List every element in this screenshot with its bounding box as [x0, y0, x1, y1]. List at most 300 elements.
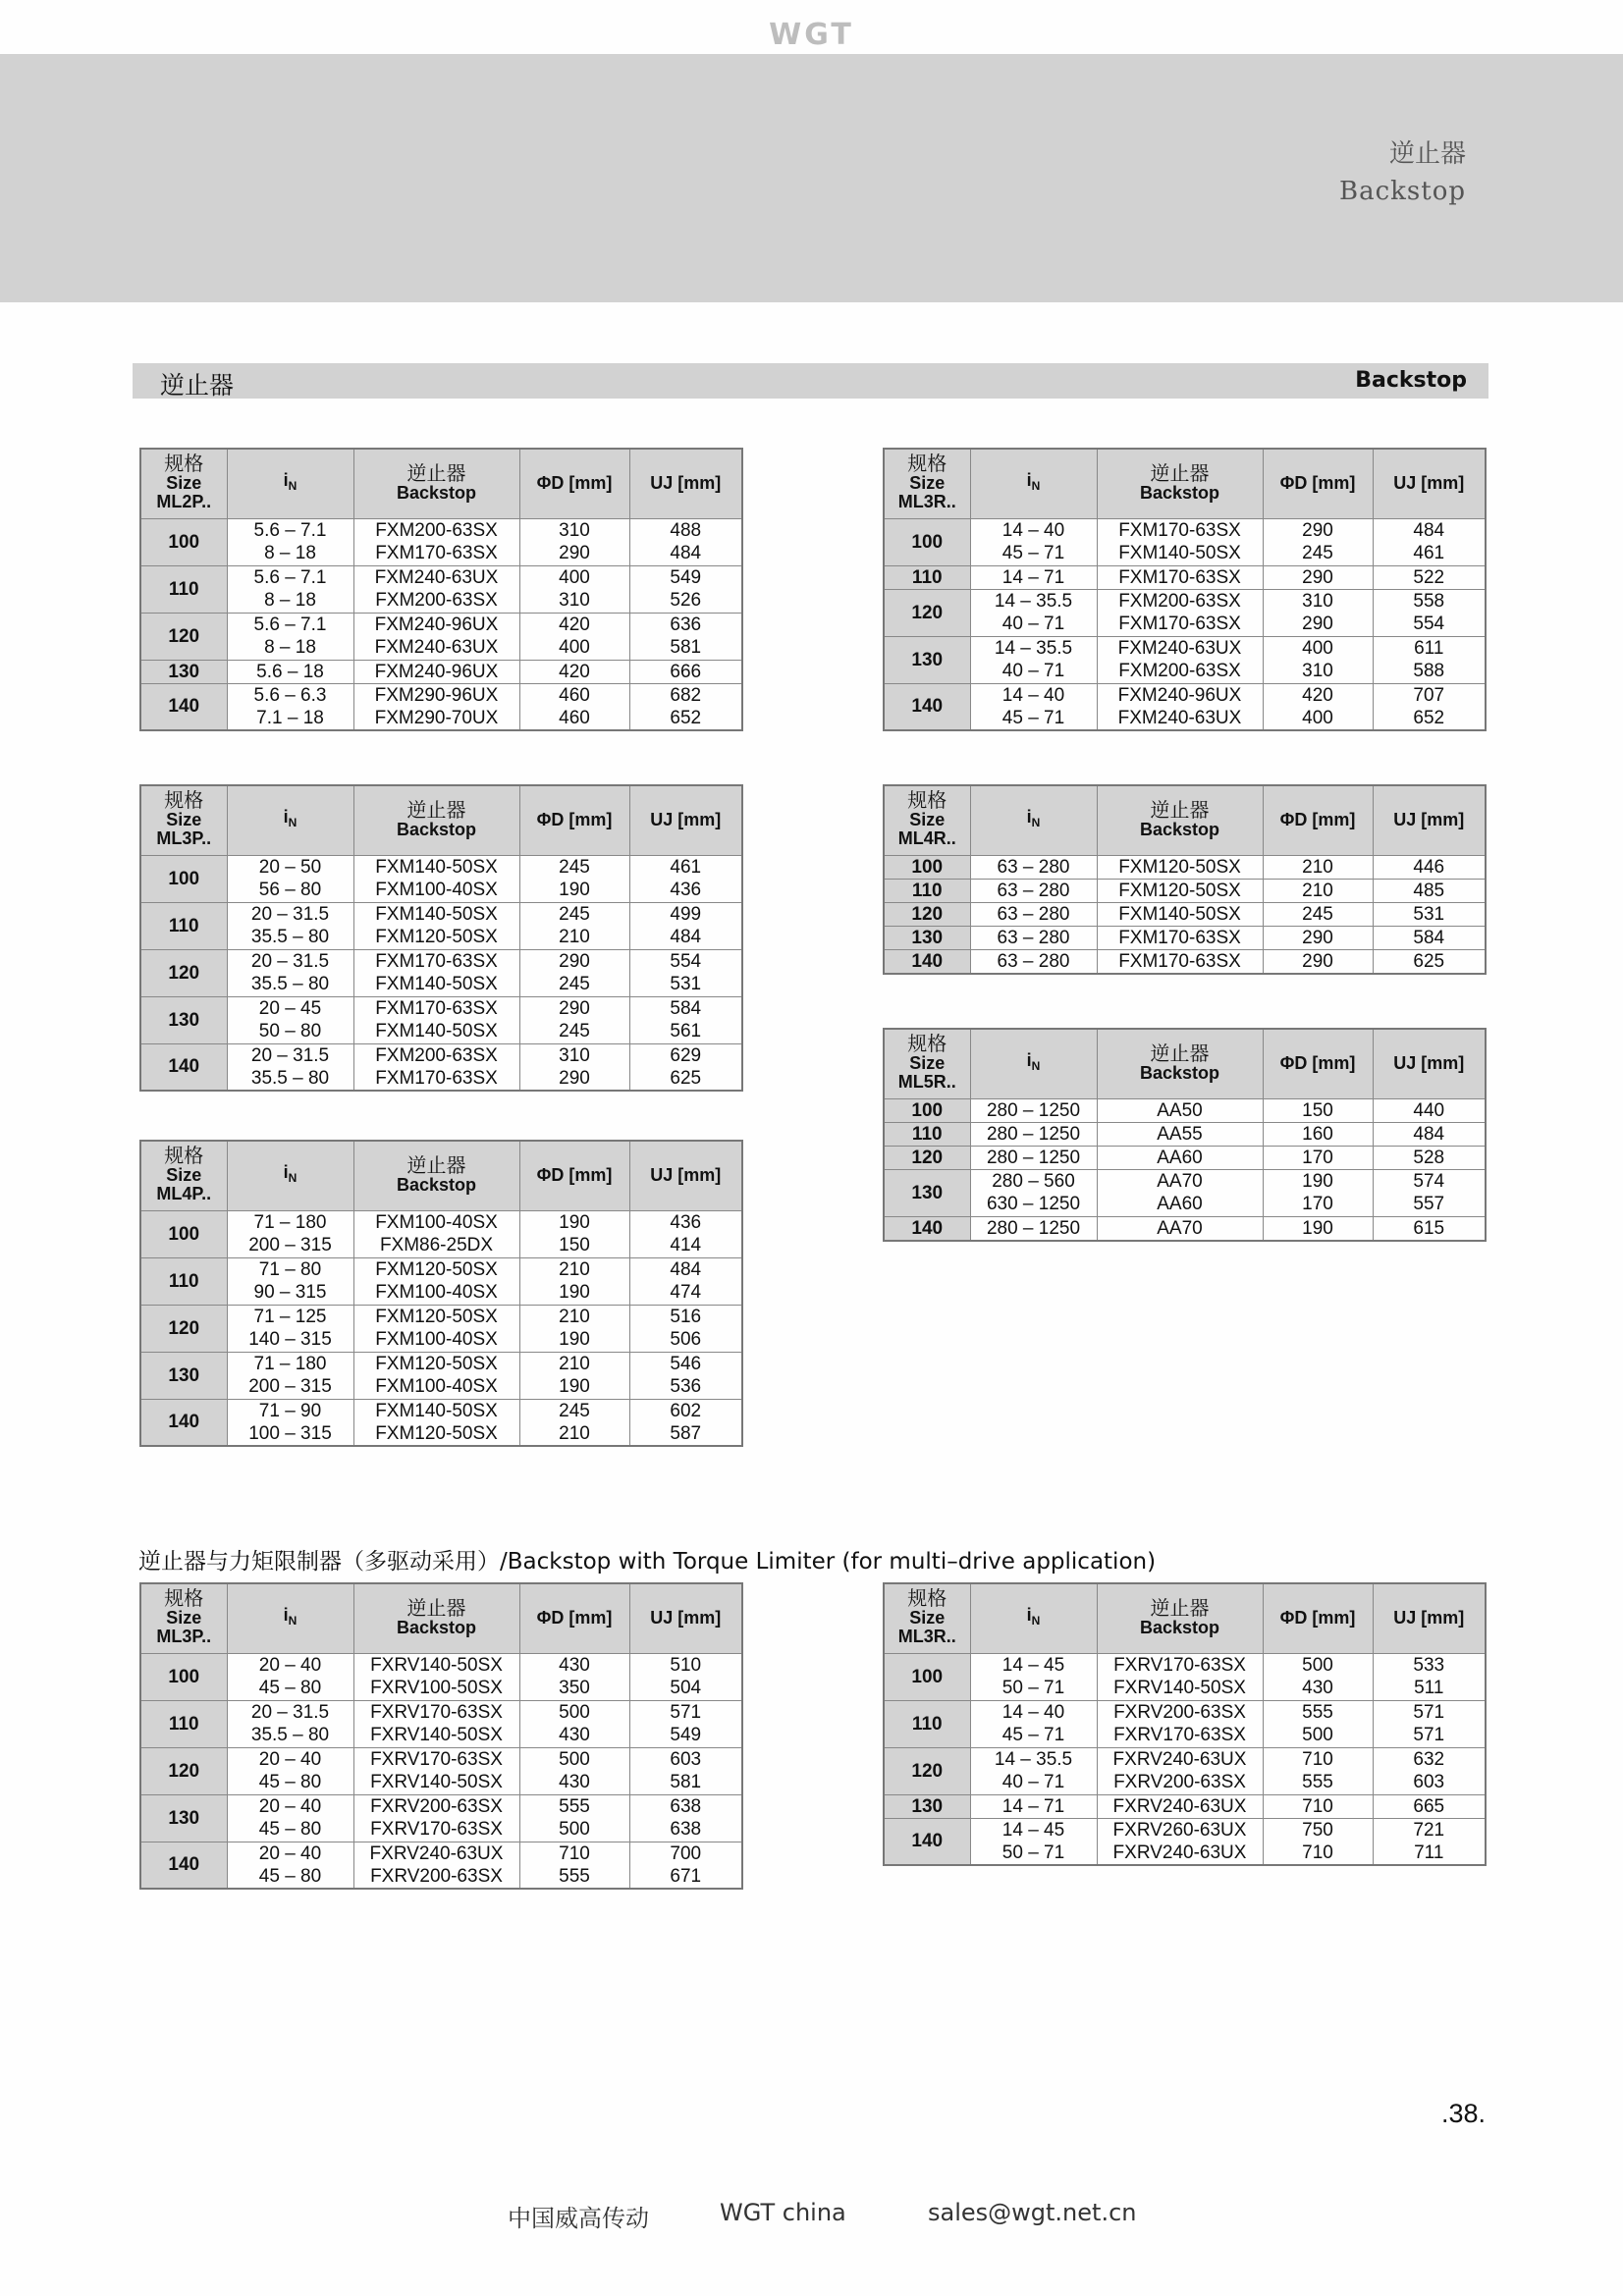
header-ratio-sub: N	[1031, 816, 1041, 830]
diameter-cell: 710	[1263, 1747, 1373, 1771]
header-ratio	[970, 449, 1097, 518]
size-cell: 100	[884, 1653, 970, 1700]
diameter-cell: 190	[519, 1210, 629, 1234]
header-ratio-i: i	[1026, 470, 1032, 491]
section-title-en: Backstop	[1355, 368, 1467, 393]
diameter-cell: 430	[519, 1653, 629, 1677]
header-size	[884, 1029, 970, 1098]
diameter-cell: 290	[519, 1067, 629, 1091]
uj-cell: 485	[1373, 879, 1486, 902]
header-backstop-zh: 逆止器	[406, 1597, 466, 1620]
uj-cell: 666	[629, 660, 742, 683]
uj-cell: 446	[1373, 855, 1486, 879]
backstop-cell: FXM120-50SX	[1097, 879, 1263, 902]
header-uj: UJ [mm]	[629, 785, 742, 855]
table-row	[140, 1399, 742, 1422]
size-cell: 100	[884, 1098, 970, 1122]
ratio-cell: 90 – 315	[227, 1281, 353, 1305]
diameter-cell: 555	[519, 1794, 629, 1818]
ratio-cell: 200 – 315	[227, 1234, 353, 1257]
size-cell: 100	[140, 1210, 227, 1257]
ratio-cell: 56 – 80	[227, 879, 353, 902]
header-size-zh: 规格	[907, 790, 947, 813]
uj-cell: 571	[629, 1700, 742, 1724]
ratio-cell: 14 – 35.5	[970, 589, 1097, 613]
uj-cell: 554	[629, 949, 742, 973]
backstop-cell: FXRV140-50SX	[353, 1771, 519, 1794]
backstop-cell: FXRV240-63UX	[1097, 1747, 1263, 1771]
header-row	[884, 785, 1486, 855]
ratio-cell: 280 – 560	[970, 1169, 1097, 1193]
uj-cell: 499	[629, 902, 742, 926]
table-row	[140, 1305, 742, 1328]
header-ratio	[227, 1141, 353, 1210]
uj-cell: 504	[629, 1677, 742, 1700]
table-row	[884, 565, 1486, 589]
table-ml5r	[883, 1028, 1487, 1242]
uj-cell: 436	[629, 879, 742, 902]
header-backstop-zh: 逆止器	[406, 462, 466, 485]
table-row	[884, 879, 1486, 902]
size-cell: 130	[140, 1794, 227, 1842]
table-row	[140, 1865, 742, 1889]
table-row	[140, 518, 742, 542]
header-size-zh: 规格	[164, 1146, 204, 1168]
header-ratio-sub: N	[1031, 1614, 1041, 1629]
size-cell: 140	[884, 1216, 970, 1241]
uj-cell: 632	[1373, 1747, 1486, 1771]
header-ratio	[970, 785, 1097, 855]
table-row	[884, 683, 1486, 707]
diameter-cell: 245	[519, 902, 629, 926]
header-series: ML3P..	[156, 1627, 212, 1647]
uj-cell: 554	[1373, 613, 1486, 636]
size-cell: 120	[884, 1747, 970, 1794]
uj-cell: 571	[1373, 1700, 1486, 1724]
backstop-cell: FXM120-50SX	[353, 1257, 519, 1281]
header-diameter: ΦD [mm]	[1263, 785, 1373, 855]
header-series: ML5R..	[897, 1072, 956, 1093]
diameter-cell: 400	[519, 565, 629, 589]
size-cell: 100	[140, 855, 227, 902]
diameter-cell: 290	[1263, 949, 1373, 974]
header-backstop	[353, 1583, 519, 1653]
header-ratio-i: i	[283, 1162, 289, 1183]
header-size-en: Size	[909, 1608, 946, 1629]
uj-cell: 602	[629, 1399, 742, 1422]
header-uj: UJ [mm]	[629, 1141, 742, 1210]
backstop-cell: FXM240-63UX	[1097, 707, 1263, 730]
backstop-cell: FXM170-63SX	[1097, 565, 1263, 589]
ratio-cell: 45 – 80	[227, 1677, 353, 1700]
header-row	[884, 1583, 1486, 1653]
diameter-cell: 210	[519, 1352, 629, 1375]
backstop-cell: FXRV170-63SX	[1097, 1653, 1263, 1677]
backstop-cell: FXM100-40SX	[353, 1210, 519, 1234]
ratio-cell: 200 – 315	[227, 1375, 353, 1399]
table-row	[140, 949, 742, 973]
table-row	[140, 1700, 742, 1724]
ratio-cell: 14 – 35.5	[970, 636, 1097, 660]
ratio-cell: 40 – 71	[970, 613, 1097, 636]
header-backstop-zh: 逆止器	[1150, 1042, 1210, 1065]
table-row	[140, 542, 742, 565]
backstop-cell: FXM240-63UX	[1097, 636, 1263, 660]
table-row	[884, 1700, 1486, 1724]
ratio-cell: 280 – 1250	[970, 1098, 1097, 1122]
diameter-cell: 310	[519, 1043, 629, 1067]
ratio-cell: 20 – 31.5	[227, 1043, 353, 1067]
table-row	[140, 973, 742, 996]
ratio-cell: 71 – 180	[227, 1352, 353, 1375]
ratio-cell: 63 – 280	[970, 926, 1097, 949]
backstop-cell: FXM200-63SX	[1097, 660, 1263, 683]
backstop-cell: FXRV240-63UX	[1097, 1794, 1263, 1818]
diameter-cell: 245	[519, 973, 629, 996]
diameter-cell: 460	[519, 683, 629, 707]
size-cell: 130	[884, 926, 970, 949]
diameter-cell: 555	[1263, 1771, 1373, 1794]
ratio-cell: 63 – 280	[970, 879, 1097, 902]
uj-cell: 506	[629, 1328, 742, 1352]
table-row	[884, 902, 1486, 926]
size-cell: 110	[884, 565, 970, 589]
uj-cell: 603	[629, 1747, 742, 1771]
size-cell: 130	[140, 660, 227, 683]
header-size-zh: 规格	[164, 454, 204, 476]
backstop-cell: FXM200-63SX	[353, 1043, 519, 1067]
header-ratio-sub: N	[288, 1614, 298, 1629]
backstop-cell: FXRV170-63SX	[353, 1700, 519, 1724]
table-row	[140, 1043, 742, 1067]
ratio-cell: 50 – 80	[227, 1020, 353, 1043]
table-row	[884, 1747, 1486, 1771]
diameter-cell: 190	[1263, 1216, 1373, 1241]
backstop-cell: FXM120-50SX	[353, 1352, 519, 1375]
section-title-zh: 逆止器	[160, 371, 235, 400]
table-row	[884, 589, 1486, 613]
uj-cell: 625	[1373, 949, 1486, 974]
ratio-cell: 35.5 – 80	[227, 973, 353, 996]
diameter-cell: 190	[519, 1281, 629, 1305]
size-cell: 120	[140, 949, 227, 996]
ratio-cell: 71 – 180	[227, 1210, 353, 1234]
diameter-cell: 500	[519, 1818, 629, 1842]
backstop-cell: AA70	[1097, 1169, 1263, 1193]
backstop-cell: FXM140-50SX	[353, 1399, 519, 1422]
backstop-cell: FXM170-63SX	[1097, 949, 1263, 974]
ratio-cell: 20 – 40	[227, 1653, 353, 1677]
backstop-cell: FXRV260-63UX	[1097, 1818, 1263, 1842]
header-backstop-zh: 逆止器	[1150, 462, 1210, 485]
size-cell: 100	[884, 518, 970, 565]
size-cell: 140	[884, 683, 970, 730]
uj-cell: 574	[1373, 1169, 1486, 1193]
diameter-cell: 460	[519, 707, 629, 730]
uj-cell: 665	[1373, 1794, 1486, 1818]
header-size	[140, 785, 227, 855]
header-size-en: Size	[166, 810, 202, 830]
diameter-cell: 210	[519, 1305, 629, 1328]
table-row	[140, 1067, 742, 1091]
table-row	[140, 1653, 742, 1677]
backstop-cell: FXM240-63UX	[353, 565, 519, 589]
table-ml4r	[883, 784, 1487, 975]
table-ml4p	[139, 1140, 743, 1447]
header-size-en: Size	[166, 1608, 202, 1629]
table-row	[140, 855, 742, 879]
ratio-cell: 14 – 45	[970, 1818, 1097, 1842]
header-ratio-i: i	[1026, 1605, 1032, 1626]
table-row	[884, 613, 1486, 636]
diameter-cell: 750	[1263, 1818, 1373, 1842]
uj-cell: 414	[629, 1234, 742, 1257]
table-row	[140, 1724, 742, 1747]
table-row	[140, 707, 742, 730]
header-series: ML3P..	[156, 828, 212, 849]
table-row	[884, 926, 1486, 949]
header-uj: UJ [mm]	[1373, 785, 1486, 855]
header-size-zh: 规格	[164, 790, 204, 813]
ratio-cell: 14 – 71	[970, 565, 1097, 589]
backstop-cell: FXM170-63SX	[1097, 926, 1263, 949]
header-size-en: Size	[166, 1165, 202, 1186]
ratio-cell: 71 – 80	[227, 1257, 353, 1281]
diameter-cell: 245	[519, 1020, 629, 1043]
diameter-cell: 290	[1263, 518, 1373, 542]
header-row	[884, 449, 1486, 518]
table-ml2p	[139, 448, 743, 731]
size-cell: 100	[884, 855, 970, 879]
table-row	[884, 855, 1486, 879]
table-row	[884, 1193, 1486, 1216]
ratio-cell: 40 – 71	[970, 1771, 1097, 1794]
uj-cell: 546	[629, 1352, 742, 1375]
header-diameter: ΦD [mm]	[519, 785, 629, 855]
table-row	[140, 1422, 742, 1446]
header-ratio	[970, 1583, 1097, 1653]
backstop-cell: FXRV140-50SX	[1097, 1677, 1263, 1700]
header-series: ML4P..	[156, 1184, 212, 1204]
diameter-cell: 710	[519, 1842, 629, 1865]
backstop-cell: FXM200-63SX	[1097, 589, 1263, 613]
uj-cell: 561	[629, 1020, 742, 1043]
ratio-cell: 20 – 31.5	[227, 902, 353, 926]
uj-cell: 557	[1373, 1193, 1486, 1216]
ratio-cell: 14 – 40	[970, 518, 1097, 542]
diameter-cell: 290	[519, 949, 629, 973]
uj-cell: 615	[1373, 1216, 1486, 1241]
header-backstop	[1097, 785, 1263, 855]
backstop-cell: FXRV240-63UX	[1097, 1842, 1263, 1865]
table-row	[140, 1818, 742, 1842]
diameter-cell: 710	[1263, 1794, 1373, 1818]
diameter-cell: 555	[519, 1865, 629, 1889]
table-row	[140, 1352, 742, 1375]
backstop-cell: AA50	[1097, 1098, 1263, 1122]
footer-company-en: WGT china	[720, 2199, 846, 2226]
uj-cell: 682	[629, 683, 742, 707]
diameter-cell: 500	[519, 1700, 629, 1724]
ratio-cell: 5.6 – 18	[227, 660, 353, 683]
ratio-cell: 20 – 31.5	[227, 949, 353, 973]
backstop-cell: FXM140-50SX	[1097, 542, 1263, 565]
uj-cell: 700	[629, 1842, 742, 1865]
backstop-cell: FXM120-50SX	[1097, 855, 1263, 879]
backstop-cell: FXRV200-63SX	[353, 1865, 519, 1889]
ratio-cell: 35.5 – 80	[227, 1724, 353, 1747]
uj-cell: 625	[629, 1067, 742, 1091]
header-backstop	[353, 785, 519, 855]
table-row	[884, 1653, 1486, 1677]
ratio-cell: 63 – 280	[970, 949, 1097, 974]
header-size	[884, 449, 970, 518]
ratio-cell: 50 – 71	[970, 1842, 1097, 1865]
uj-cell: 533	[1373, 1653, 1486, 1677]
header-backstop-en: Backstop	[396, 482, 477, 503]
diameter-cell: 500	[519, 1747, 629, 1771]
backstop-cell: FXM170-63SX	[1097, 613, 1263, 636]
backstop-cell: FXRV100-50SX	[353, 1677, 519, 1700]
table-row	[140, 1234, 742, 1257]
uj-cell: 531	[1373, 902, 1486, 926]
header-ratio	[227, 449, 353, 518]
ratio-cell: 45 – 71	[970, 707, 1097, 730]
size-cell: 110	[884, 879, 970, 902]
size-cell: 130	[140, 996, 227, 1043]
backstop-cell: FXM200-63SX	[353, 589, 519, 613]
size-cell: 140	[140, 683, 227, 730]
size-cell: 110	[140, 902, 227, 949]
uj-cell: 587	[629, 1422, 742, 1446]
backstop-cell: FXM140-50SX	[353, 1020, 519, 1043]
ratio-cell: 71 – 90	[227, 1399, 353, 1422]
header-backstop	[353, 1141, 519, 1210]
header-backstop-en: Backstop	[396, 1617, 477, 1637]
ratio-cell: 71 – 125	[227, 1305, 353, 1328]
diameter-cell: 430	[519, 1771, 629, 1794]
size-cell: 120	[140, 613, 227, 660]
table-row	[140, 683, 742, 707]
diameter-cell: 170	[1263, 1193, 1373, 1216]
header-size	[884, 1583, 970, 1653]
uj-cell: 581	[629, 636, 742, 660]
ratio-cell: 14 – 35.5	[970, 1747, 1097, 1771]
uj-cell: 516	[629, 1305, 742, 1328]
uj-cell: 488	[629, 518, 742, 542]
ratio-cell: 14 – 71	[970, 1794, 1097, 1818]
backstop-cell: FXM140-50SX	[353, 855, 519, 879]
header-diameter: ΦD [mm]	[1263, 1029, 1373, 1098]
backstop-cell: FXM240-63UX	[353, 636, 519, 660]
header-series: ML3R..	[897, 492, 956, 512]
uj-cell: 603	[1373, 1771, 1486, 1794]
ratio-cell: 45 – 71	[970, 542, 1097, 565]
diameter-cell: 430	[1263, 1677, 1373, 1700]
header-uj: UJ [mm]	[1373, 1029, 1486, 1098]
header-title-zh: 逆止器	[1388, 139, 1466, 169]
diameter-cell: 245	[519, 1399, 629, 1422]
uj-cell: 588	[1373, 660, 1486, 683]
header-series: ML2P..	[156, 492, 212, 512]
header-backstop-en: Backstop	[1139, 482, 1220, 503]
table-row	[884, 1724, 1486, 1747]
ratio-cell: 630 – 1250	[970, 1193, 1097, 1216]
header-diameter: ΦD [mm]	[519, 1583, 629, 1653]
diameter-cell: 170	[1263, 1146, 1373, 1169]
header-ratio-i: i	[283, 807, 289, 828]
table-row	[140, 902, 742, 926]
uj-cell: 484	[1373, 1122, 1486, 1146]
table-row	[884, 707, 1486, 730]
backstop-cell: FXM100-40SX	[353, 1281, 519, 1305]
table-row	[140, 926, 742, 949]
header-uj: UJ [mm]	[1373, 449, 1486, 518]
ratio-cell: 35.5 – 80	[227, 926, 353, 949]
header-uj: UJ [mm]	[1373, 1583, 1486, 1653]
uj-cell: 584	[629, 996, 742, 1020]
size-cell: 130	[884, 1169, 970, 1216]
backstop-cell: FXM290-70UX	[353, 707, 519, 730]
table-row	[884, 518, 1486, 542]
ratio-cell: 35.5 – 80	[227, 1067, 353, 1091]
backstop-cell: FXRV140-50SX	[353, 1724, 519, 1747]
header-row	[140, 1583, 742, 1653]
header-backstop-en: Backstop	[1139, 1062, 1220, 1083]
header-size	[140, 1141, 227, 1210]
header-ratio	[227, 785, 353, 855]
header-ratio-sub: N	[288, 1171, 298, 1186]
uj-cell: 461	[629, 855, 742, 879]
backstop-cell: FXM290-96UX	[353, 683, 519, 707]
header-backstop-en: Backstop	[396, 819, 477, 839]
diameter-cell: 245	[1263, 542, 1373, 565]
table-torque-ml3p	[139, 1582, 743, 1890]
table-row	[140, 1281, 742, 1305]
uj-cell: 461	[1373, 542, 1486, 565]
diameter-cell: 210	[519, 1257, 629, 1281]
ratio-cell: 20 – 45	[227, 996, 353, 1020]
table-row	[140, 589, 742, 613]
diameter-cell: 190	[1263, 1169, 1373, 1193]
table-row	[140, 636, 742, 660]
size-cell: 110	[140, 565, 227, 613]
table-row	[140, 1794, 742, 1818]
header-ratio-i: i	[283, 1605, 289, 1626]
backstop-cell: AA55	[1097, 1122, 1263, 1146]
backstop-cell: FXRV170-63SX	[353, 1747, 519, 1771]
header-ratio-i: i	[1026, 1050, 1032, 1071]
ratio-cell: 14 – 40	[970, 1700, 1097, 1724]
backstop-cell: FXM140-50SX	[353, 973, 519, 996]
ratio-cell: 280 – 1250	[970, 1122, 1097, 1146]
brand-logo: WGT	[769, 18, 854, 52]
table-row	[140, 1020, 742, 1043]
backstop-cell: FXM100-40SX	[353, 1328, 519, 1352]
backstop-cell: FXM100-40SX	[353, 1375, 519, 1399]
backstop-cell: FXM86-25DX	[353, 1234, 519, 1257]
ratio-cell: 14 – 45	[970, 1653, 1097, 1677]
table-row	[140, 1210, 742, 1234]
diameter-cell: 400	[1263, 707, 1373, 730]
header-ratio	[970, 1029, 1097, 1098]
ratio-cell: 8 – 18	[227, 542, 353, 565]
diameter-cell: 290	[519, 542, 629, 565]
diameter-cell: 245	[1263, 902, 1373, 926]
size-cell: 140	[884, 1818, 970, 1865]
diameter-cell: 555	[1263, 1700, 1373, 1724]
uj-cell: 436	[629, 1210, 742, 1234]
